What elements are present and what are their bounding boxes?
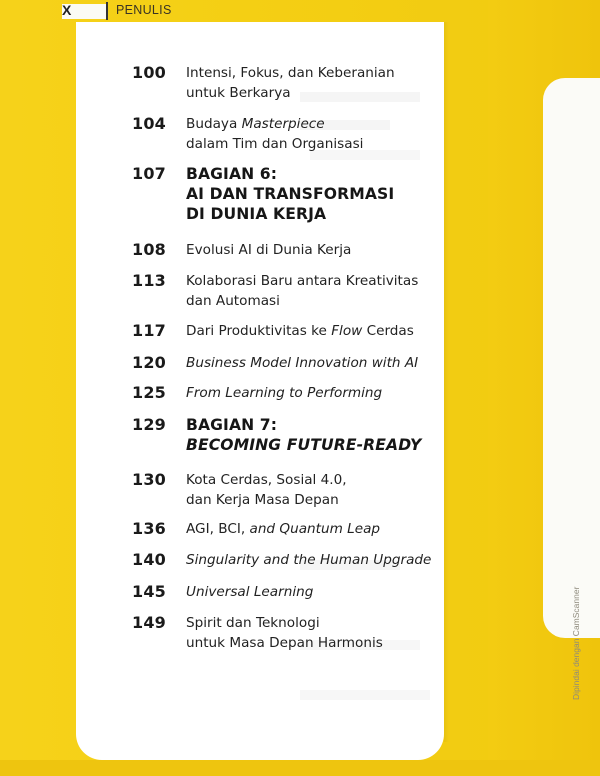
toc-title-text: untuk Berkarya [186,85,291,101]
toc-page-number: 113 [132,271,166,290]
running-header [0,0,600,22]
toc-title [186,550,446,570]
toc-page-number: 125 [132,383,166,402]
toc-title-line [186,490,446,510]
toc-title [186,415,446,455]
toc-title-text: untuk Masa Depan Harmonis [186,635,383,651]
toc-title-line [186,83,446,103]
toc-title-text: BAGIAN 7: [186,416,278,434]
toc-title [186,613,446,653]
toc-title-line [186,353,446,373]
toc-page-number: 107 [132,164,166,183]
toc-title-line [186,134,446,154]
toc-title-text: dan Automasi [186,293,280,309]
toc-title [186,383,446,403]
toc-title-line [186,582,446,602]
toc-title [186,321,446,341]
toc-title-text: Flow [331,323,363,339]
toc-page-number: 100 [132,63,166,82]
toc-page-number: 130 [132,470,166,489]
scan-bottom-edge [0,760,600,776]
toc-title-text: From Learning to Performing [186,385,383,401]
toc-title-line [186,240,446,260]
toc-title-text: DI DUNIA KERJA [186,205,327,223]
toc-title [186,271,446,311]
toc-title-line [186,271,446,291]
toc-page-number: 145 [132,582,166,601]
toc-title-text: AGI, BCI, [186,521,250,537]
toc-title-text: Singularity and the Human Upgrade [186,552,432,568]
toc-title-text: Universal Learning [186,584,314,600]
toc-title-text: BAGIAN 6: [186,165,278,183]
toc-title-line [186,291,446,311]
toc-title-line [186,164,446,184]
toc-title-text: and Quantum Leap [249,521,381,537]
toc-title-line [186,204,446,224]
toc-title-line [186,519,446,539]
toc-title [186,240,446,260]
toc-title [186,353,446,373]
toc-title-text: Kolaborasi Baru antara Kreativitas [186,273,419,289]
toc-title-line [186,321,446,341]
toc-title-line [186,184,446,204]
toc-page-number: 117 [132,321,166,340]
running-title: PENULIS [116,3,172,17]
toc-page-number: 104 [132,114,166,133]
toc-title-line [186,383,446,403]
toc-title-text: BECOMING FUTURE-READY [186,436,422,454]
toc-page-number: 140 [132,550,166,569]
toc-title-text: Evolusi AI di Dunia Kerja [186,242,352,258]
toc-title-line [186,633,446,653]
toc-title-text: Spirit dan Teknologi [186,615,320,631]
toc-title-text: dan Kerja Masa Depan [186,492,339,508]
toc-title-text: Kota Cerdas, Sosial 4.0, [186,472,347,488]
toc-title [186,114,446,154]
toc-page-number: 129 [132,415,166,434]
toc-title-line [186,63,446,83]
toc-title-text: Masterpiece [241,116,325,132]
toc-title [186,164,446,224]
toc-title-line [186,550,446,570]
toc-title [186,519,446,539]
scanner-watermark-text: Dipindai dengan CamScanner [571,586,581,700]
toc-title [186,470,446,510]
toc-title-line [186,470,446,490]
toc-title-text: Budaya [186,116,242,132]
toc-page-number: 149 [132,613,166,632]
toc-title [186,63,446,103]
toc-title-text: Dari Produktivitas ke [186,323,332,339]
toc-title-line [186,613,446,633]
toc-title-line [186,415,446,435]
toc-title [186,582,446,602]
page-number: X [62,2,72,18]
toc-title-text: Cerdas [362,323,414,339]
toc-page-number: 120 [132,353,166,372]
toc-title-text: AI DAN TRANSFORMASI [186,185,395,203]
toc-title-line [186,114,446,134]
toc-page-number: 108 [132,240,166,259]
toc-title-text: Business Model Innovation with AI [186,355,419,371]
header-divider [106,2,108,20]
toc-title-text: dalam Tim dan Organisasi [186,136,364,152]
toc-title-line [186,435,446,455]
toc-page-number: 136 [132,519,166,538]
toc-title-text: Intensi, Fokus, dan Keberanian [186,65,395,81]
page-edge-fold [543,78,600,638]
